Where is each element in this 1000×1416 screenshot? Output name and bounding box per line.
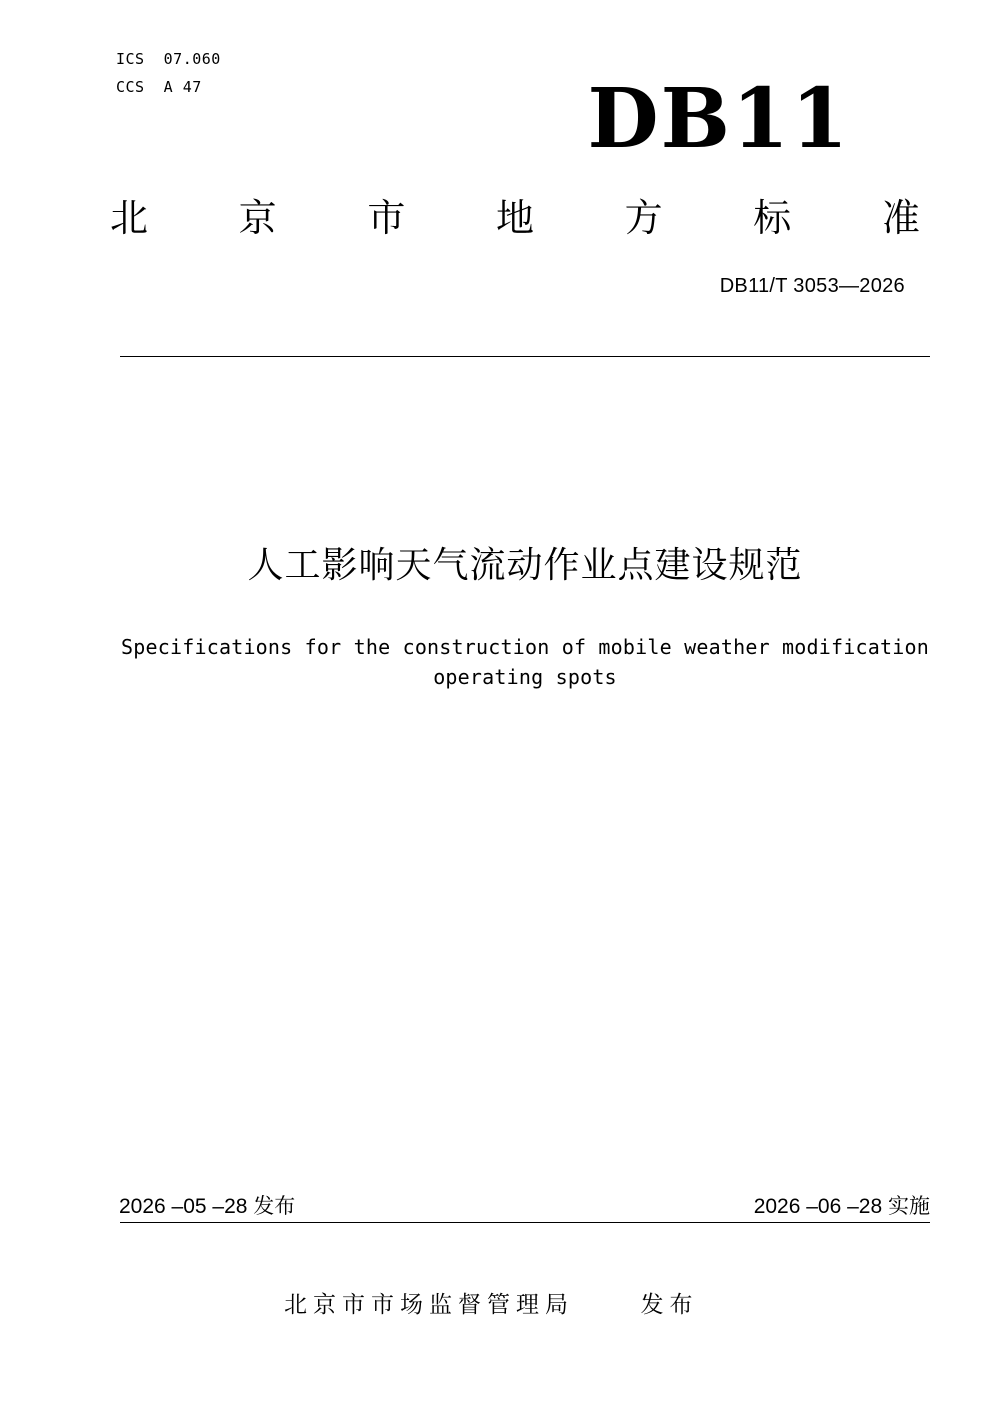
standard-type-char: 北 <box>110 196 149 240</box>
standard-number: DB11/T 3053—2026 <box>719 275 905 297</box>
standard-type-char: 京 <box>238 196 277 240</box>
standard-type-char: 标 <box>753 196 792 240</box>
standard-type-char: 市 <box>367 196 406 240</box>
bottom-divider <box>120 1222 930 1223</box>
issue-date: 2026 –05 –28 发布 <box>119 1195 296 1218</box>
implementation-date: 2026 –06 –28 实施 <box>753 1195 930 1218</box>
title-english <box>120 632 930 692</box>
publisher: 北京市市场监督管理局 发布 <box>284 1292 699 1318</box>
standard-type-heading <box>110 193 920 243</box>
standard-type-char: 准 <box>881 196 920 240</box>
ics-code: ICS 07.060 <box>116 50 221 68</box>
title-english-line-1: Specifications for the construction of mobile weather modification <box>121 635 929 659</box>
db-logo: DB11 <box>587 71 850 167</box>
ccs-code: CCS A 47 <box>116 78 202 96</box>
standard-type-char: 方 <box>624 196 663 240</box>
title-english-line-2: operating spots <box>433 665 617 689</box>
top-divider <box>120 356 930 357</box>
standard-type-char: 地 <box>495 196 534 240</box>
title-chinese: 人工影响天气流动作业点建设规范 <box>247 545 803 586</box>
